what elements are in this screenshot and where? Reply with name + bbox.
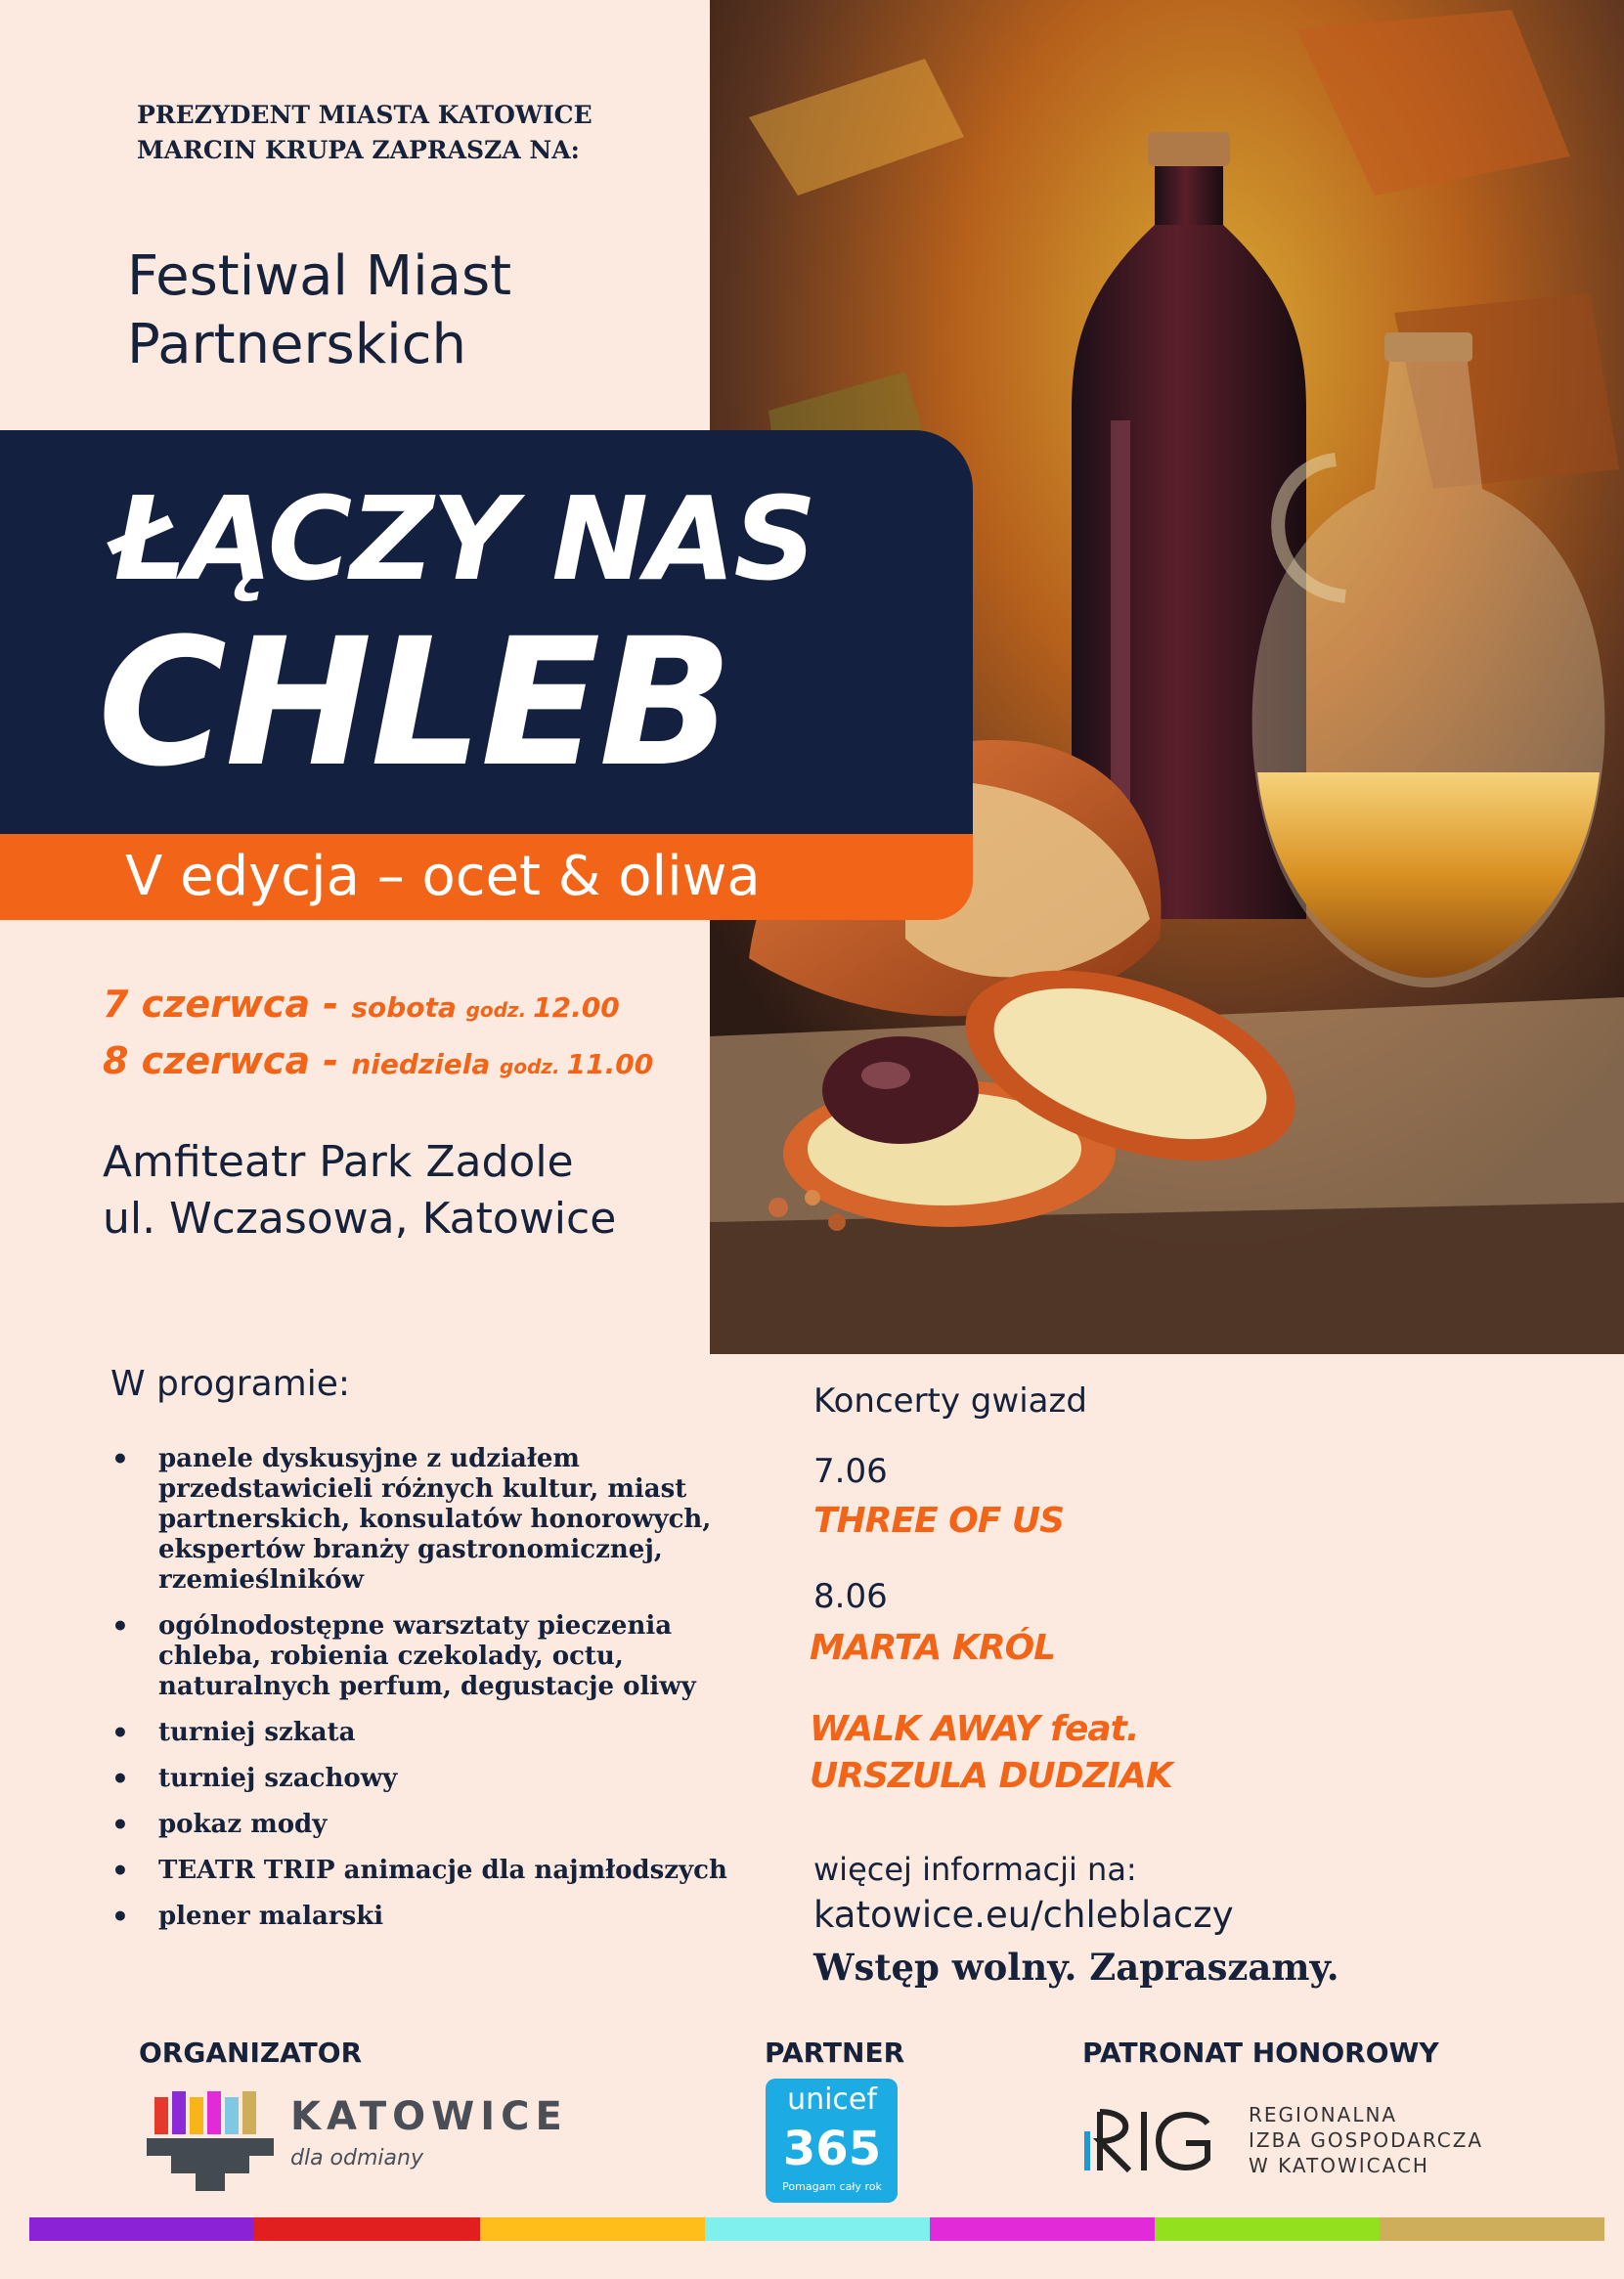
- edition-text: V edycja – ocet & oliwa: [125, 845, 761, 908]
- stripe-gold: [1380, 2217, 1604, 2241]
- concert-artist-3-line-2: URSZULA DUDZIAK: [810, 1756, 1172, 1796]
- festival-line-1: Festiwal Miast: [127, 244, 512, 308]
- date-2-time: 11.00: [566, 1048, 654, 1080]
- date-1-day: 7 czerwca -: [103, 983, 352, 1026]
- rig-logo-icon: [1080, 2102, 1217, 2180]
- program-item: • plener malarski: [110, 1902, 735, 1932]
- program-item: • ogólnodostępne warsztaty pieczenia chleba, robienia czekolady, octu, naturalnych perfum, degustacje oliwy: [110, 1611, 735, 1702]
- date-line-2: [103, 1039, 653, 1082]
- program-item: • turniej szachowy: [110, 1764, 735, 1794]
- concert-artist-2: MARTA KRÓL: [810, 1628, 1056, 1668]
- rig-name: [1249, 2102, 1483, 2178]
- stripe-cyan: [705, 2217, 930, 2241]
- presenter-line-2: MARCIN KRUPA ZAPRASZA NA:: [137, 136, 580, 164]
- concert-date-1: 7.06: [813, 1452, 888, 1491]
- date-1-time: 12.00: [533, 991, 620, 1024]
- date-1-time-label: godz.: [465, 998, 534, 1022]
- title-line-1: ŁĄCZY NAS: [110, 471, 815, 606]
- entry-text: Wstęp wolny. Zapraszamy.: [813, 1946, 1339, 1989]
- program-item: • pokaz mody: [110, 1810, 735, 1840]
- program-heading: W programie:: [110, 1364, 350, 1404]
- stripe-green: [1155, 2217, 1380, 2241]
- date-2-weekday: niedziela: [351, 1048, 501, 1080]
- organizer-label: ORGANIZATOR: [139, 2037, 363, 2069]
- program-item: • panele dyskusyjne z udziałem przedstawicieli różnych kultur, miast partnerskich, konsulatów honorowych, ekspertów branży gastronomicznej, rzemieślników: [110, 1444, 735, 1596]
- stripe-red: [254, 2217, 480, 2241]
- program-item: • TEATR TRIP animacje dla najmłodszych: [110, 1856, 735, 1886]
- rig-line-2: IZBA GOSPODARCZA: [1249, 2128, 1484, 2152]
- more-info-label: więcej informacji na:: [813, 1851, 1137, 1888]
- program-item: • turniej szkata: [110, 1718, 735, 1748]
- date-1-weekday: sobota: [351, 991, 466, 1024]
- venue-line-1: Amfiteatr Park Zadole: [103, 1137, 574, 1187]
- concert-artist-1: THREE OF US: [813, 1501, 1065, 1541]
- concert-artist-3: [810, 1706, 1172, 1800]
- stripe-magenta: [930, 2217, 1155, 2241]
- rig-line-3: W KATOWICACH: [1249, 2154, 1429, 2177]
- concert-date-2: 8.06: [813, 1577, 888, 1616]
- info-url-link[interactable]: katowice.eu/chleblaczy: [813, 1894, 1234, 1936]
- katowice-logo-icon: [147, 2087, 274, 2200]
- festival-line-2: Partnerskich: [127, 313, 466, 376]
- katowice-name: KATOWICE: [290, 2094, 568, 2139]
- date-2-day: 8 czerwca -: [103, 1039, 352, 1082]
- concerts-heading: Koncerty gwiazd: [813, 1381, 1087, 1421]
- partner-label: PARTNER: [765, 2037, 905, 2069]
- title-line-2: CHLEB: [98, 601, 731, 806]
- unicef-name: unicef: [787, 2082, 877, 2117]
- rig-line-1: REGIONALNA: [1249, 2103, 1398, 2126]
- unicef-number: 365: [782, 2122, 882, 2176]
- stripe-yellow: [480, 2217, 705, 2241]
- venue: [103, 1134, 709, 1248]
- stripe-purple: [29, 2217, 254, 2241]
- presenter-text: [137, 98, 626, 168]
- date-2-time-label: godz.: [500, 1055, 567, 1078]
- date-line-1: [103, 983, 620, 1026]
- unicef-tagline: Pomagam cały rok: [782, 2180, 882, 2193]
- venue-line-2: ul. Wczasowa, Katowice: [103, 1194, 617, 1244]
- festival-name: [127, 242, 675, 379]
- katowice-tagline: dla odmiany: [290, 2146, 423, 2170]
- patron-label: PATRONAT HONOROWY: [1082, 2037, 1439, 2069]
- concert-artist-3-line-1: WALK AWAY feat.: [810, 1709, 1139, 1749]
- program-list: [110, 1444, 735, 1948]
- presenter-line-1: PREZYDENT MIASTA KATOWICE: [137, 101, 593, 129]
